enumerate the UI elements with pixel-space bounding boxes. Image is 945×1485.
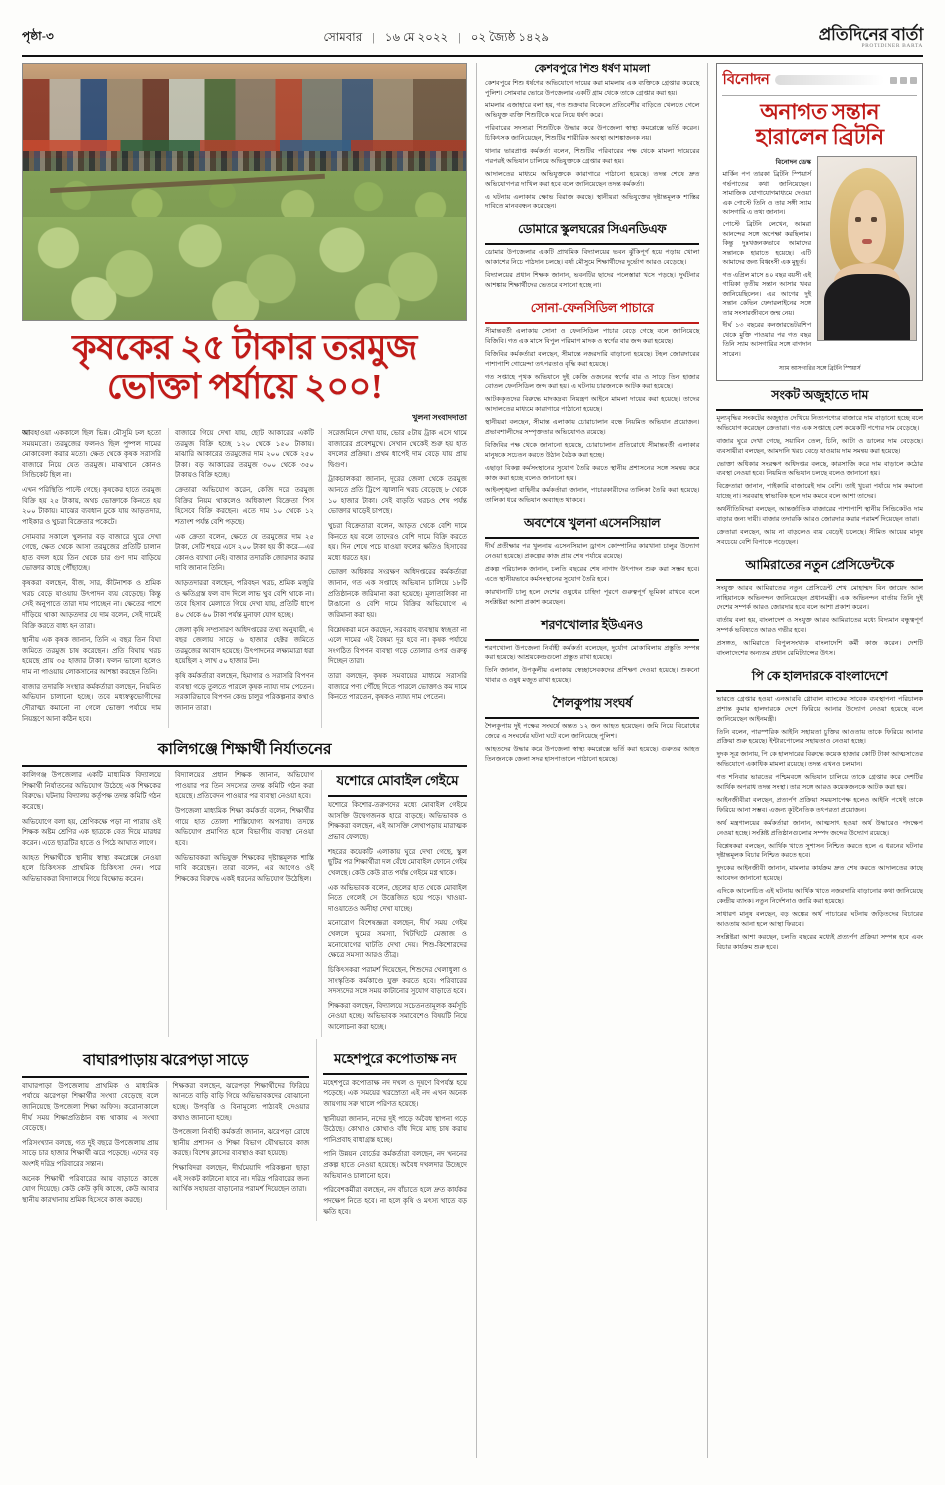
entertainment-kicker: বিনোদন ডেস্ক: [775, 159, 812, 167]
left-column: [22, 63, 476, 1458]
paragraph: কৃষকরা বলছেন, বীজ, সার, কীটনাশক ও শ্রমিক খরচ বেড়ে যাওয়ায় উৎপাদন ব্যয় বেড়েছে। কিন্তু সেই অনুপাতে তারা দাম পাচ্ছেন না। ক্ষেতের পাশে দাঁড়িয়ে থাকা আড়তদার যে দাম বলেন, সেই দামেই বিক্রি করতে বাধ্য হন তারা।: [22, 579, 161, 630]
paragraph: অর্থ মন্ত্রণালয়ের কর্মকর্তারা জানান, আত্মসাৎ হওয়া অর্থ উদ্ধারেও পদক্ষেপ নেওয়া হচ্ছে। সংশ্লিষ্ট প্রতিষ্ঠানগুলোর সম্পদ জব্দের উদ্যোগ রয়েছে।: [716, 819, 923, 837]
paragraph: বিজিবির কর্মকর্তারা বলছেন, সীমান্তে নজরদারি বাড়ানো হয়েছে। টহল জোরদারের পাশাপাশি গোয়েন্দা তৎপরতাও বৃদ্ধি করা হয়েছে।: [484, 350, 700, 368]
bagharpara-cols: [22, 1081, 309, 1210]
paragraph: এদিকে আলোচিত এই ঘটনায় আর্থিক খাতে নজরদারি বাড়ানোর কথা জানিয়েছে কেন্দ্রীয় ব্যাংক। নতুন নির্দেশনাও জারি করা হয়েছে।: [716, 888, 923, 905]
dots-decoration: [890, 77, 917, 84]
entertainment-brand-row: [722, 68, 917, 96]
paragraph: বিশ্লেষকরা বলছেন, আর্থিক খাতে সুশাসন নিশ্চিত করতে হলে এ ধরনের ঘটনার দৃষ্টান্তমূলক বিচার নিশ্চিত করতে হবে।: [716, 842, 923, 860]
paragraph: বার্তায় বলা হয়, বাংলাদেশ ও সংযুক্ত আরব আমিরাতের মধ্যে বিদ্যমান বন্ধুত্বপূর্ণ সম্পর্ক ভবিষ্যতে আরও গভীর হবে।: [716, 617, 923, 635]
paragraph: বাজার ঘুরে দেখা গেছে, সয়াবিন তেল, চিনি, আটা ও ডালের দাম বেড়েছে। ব্যবসায়ীরা বলছেন, আমদানি খরচ বেড়ে যাওয়ায় দাম সমন্বয় করা হয়েছে।: [716, 437, 923, 455]
paragraph: সরেজমিনে দেখা যায়, ভোর ৫টায় ট্রাক এসে থামে বাজারের প্রবেশমুখে। সেখান থেকেই শুরু হয় হাত বদলের প্রক্রিয়া। প্রথম ধাপেই দাম বেড়ে যায় প্রায় দ্বিগুণ।: [327, 428, 467, 469]
paragraph: অর্থনীতিবিদরা বলছেন, আন্তর্জাতিক বাজারের পাশাপাশি স্থানীয় সিন্ডিকেটও দাম বাড়ার জন্য দায়ী। বাজার তদারকি আরও জোরদার করার পরামর্শ দিয়েছেন তারা।: [716, 506, 923, 524]
section-heading-kaliganj: কালিগঞ্জে শিক্ষার্থী নির্যাতনের: [22, 737, 467, 767]
paragraph: তিনি বলেন, পারস্পরিক আইনি সহায়তা চুক্তির আওতায় তাকে ফিরিয়ে আনার প্রক্রিয়া শুরু হয়েছে। ইন্টারপোলের সহায়তাও নেওয়া হচ্ছে।: [716, 728, 923, 746]
paragraph: এক অভিভাবক বলেন, ছেলের হাত থেকে মোবাইল নিতে গেলেই সে উত্তেজিত হয়ে পড়ে। খাওয়া-দাওয়াতেও অনীহা দেখা যাচ্ছে।: [327, 883, 467, 913]
date-gregorian: ১৬ মে ২০২২: [384, 31, 449, 44]
paragraph: উপজেলা মাধ্যমিক শিক্ষা কর্মকর্তা বলেন, শিক্ষার্থীর গায়ে হাত তোলা শাস্তিযোগ্য অপরাধ। তদন্তে অভিযোগ প্রমাণিত হলে বিভাগীয় ব্যবস্থা নেওয়া হবে।: [174, 807, 314, 847]
paragraph: সংযুক্ত আরব আমিরাতের নতুন প্রেসিডেন্ট শেখ মোহাম্মদ বিন জায়েদ আল নাহিয়ানকে অভিনন্দন জানিয়েছেন প্রধানমন্ত্রী। এক অভিনন্দন বার্তায় তিনি দুই দেশের সম্পর্ক আরও জোরদার হবে বলে আশা প্রকাশ করেন।: [716, 584, 923, 612]
paragraph: অভিভাবকরা অভিযুক্ত শিক্ষকের দৃষ্টান্তমূলক শাস্তি দাবি করেছেন। তারা বলেন, এর আগেও ওই শিক্ষকের বিরুদ্ধে একই ধরনের অভিযোগ উঠেছিল।: [174, 853, 314, 883]
paragraph: মূল্যবৃদ্ধির সংকটের অজুহাত দেখিয়ে নিত্যপণ্যের বাজারে দাম বাড়ানো হচ্ছে বলে অভিযোগ করেছেন ক্রেতারা। গত এক সপ্তাহে বেশ কয়েকটি পণ্যের দাম বেড়েছে।: [716, 415, 923, 432]
paragraph: বিক্রেতারা জানান, পাইকারি বাজারেই দাম বেশি। তাই খুচরা পর্যায়ে দাম কমানো যাচ্ছে না। সরবরাহ স্বাভাবিক হলে দাম কমবে বলে আশা তাদের।: [716, 483, 923, 501]
entertainment-brand-label: বিনোদন: [722, 71, 770, 88]
section-col-1: [22, 770, 161, 1037]
paragraph: দীর্ঘ প্রতীক্ষার পর খুলনায় এসেনসিয়াল ড্রাগস কোম্পানির কারখানা চালুর উদ্যোগ নেওয়া হয়েছে। প্রকল্পের কাজ প্রায় শেষ পর্যায়ে রয়েছে।: [484, 543, 700, 561]
paragraph: সীমান্তবর্তী এলাকায় সোনা ও ফেনসিডিল পাচার বেড়ে গেছে বলে জানিয়েছে বিজিবি। গত এক মাসে বিপুল পরিমাণ মাদক ও স্বর্ণের বার জব্দ করা হয়েছে।: [484, 327, 700, 345]
paragraph: ডোমার উপজেলার একটি প্রাথমিক বিদ্যালয়ের ভবন ঝুঁকিপূর্ণ হয়ে পড়ায় খোলা আকাশের নিচে পাঠদান চলছে। বর্ষা মৌসুমে শিক্ষার্থীদের দুর্ভোগ আরও বেড়েছে।: [484, 249, 700, 267]
paragraph: ক্রেতারা অভিযোগ করেন, কেজি দরে তরমুজ বিক্রির নিয়ম থাকলেও অধিকাংশ বিক্রেতা পিস হিসেবে বিক্রি করছেন। এতে দাম ১০ থেকে ১২ শতাংশ পর্যন্ত বেশি পড়ছে।: [174, 486, 314, 526]
paragraph: আহত শিক্ষার্থীকে স্থানীয় স্বাস্থ্য কমপ্লেক্সে নেওয়া হলে চিকিৎসক প্রাথমিক চিকিৎসা দেন। পরে অভিভাবকরা বিদ্যালয়ে গিয়ে বিক্ষোভ করেন।: [22, 853, 161, 883]
paragraph: দীর্ঘ ১৩ বছরের কনজারভেটরশিপ থেকে মুক্তি পাওয়ার পর গত বছর তিনি স্যাম আসগারির সঙ্গে বাগদান সারেন।: [722, 322, 812, 358]
paragraph: মার্কিন পপ তারকা ব্রিটনি স্পিয়ার্স গর্ভপাতের কথা জানিয়েছেন। সামাজিক যোগাযোগমাধ্যমে দেওয়া এক পোস্টে তিনি ও তার সঙ্গী স্যাম আসগারি এ তথ্য জানান।: [722, 171, 812, 216]
paragraph: অনেক শিক্ষার্থী পরিবারের আয় বাড়াতে কাজে যোগ দিয়েছে। কেউ কেউ কৃষি কাজে, কেউ আবার স্থানীয় কারখানায় শ্রমিক হিসেবে কাজ করছে।: [22, 1174, 159, 1204]
paragraph: শিক্ষকরা বলছেন, বিদ্যালয়ে সচেতনতামূলক কর্মসূচি নেওয়া হচ্ছে। অভিভাবক সমাবেশেও বিষয়টি নিয়ে আলোচনা করা হচ্ছে।: [327, 1001, 467, 1031]
paragraph: শরণখোলা উপজেলা নির্বাহী কর্মকর্তা বলেছেন, দুর্যোগ মোকাবিলায় প্রস্তুতি সম্পন্ন করা হয়েছে। আশ্রয়কেন্দ্রগুলো প্রস্তুত রাখা হয়েছে।: [484, 644, 700, 662]
paragraph: যশোরে কিশোর-তরুণদের মধ্যে মোবাইল গেইমে আসক্তি উদ্বেগজনক হারে বাড়ছে। অভিভাবক ও শিক্ষকরা বলছেন, এই আসক্তি লেখাপড়ায় মারাত্মক প্রভাব ফেলছে।: [327, 801, 467, 841]
lead-headline-line2: ভোক্তা পর্যায়ে ২০০!: [106, 366, 383, 406]
paragraph: বাজারে গিয়ে দেখা যায়, ছোট আকারের একটি তরমুজ বিক্রি হচ্ছে ১২০ থেকে ১৫০ টাকায়। মাঝারি আকারের তরমুজের দাম ২০০ থেকে ২৫০ টাকা। বড় আকারের তরমুজ ৩০০ থেকে ৩৫০ টাকায়ও বিক্রি হচ্ছে।: [174, 428, 314, 480]
lead-body-col-3: [321, 428, 467, 728]
paragraph: গত সপ্তাহে পৃথক অভিযানে দুই কেজি ওজনের স্বর্ণের বার ও সাড়ে তিন হাজার বোতল ফেনসিডিল জব্দ করা হয়। এ ঘটনায় চারজনকে আটক করা হয়েছে।: [484, 373, 700, 391]
paragraph: এছাড়া বিকল্প কর্মসংস্থানের সুযোগ তৈরি করতে স্থানীয় প্রশাসনের সঙ্গে সমন্বয় করে কাজ করা হচ্ছে বলেও জানানো হয়।: [484, 464, 700, 482]
paragraph: দুদকের আইনজীবী জানান, মামলার কার্যক্রম দ্রুত শেষ করতে আদালতের কাছে আবেদন জানানো হয়েছে।: [716, 865, 923, 883]
paragraph: স্থানীয় এক কৃষক জানান, তিনি এ বছর তিন বিঘা জমিতে তরমুজ চাষ করেছেন। প্রতি বিঘায় খরচ হয়েছে প্রায় ৩৫ হাজার টাকা। ফলন ভালো হলেও দাম না পাওয়ায় লোকসানের আশঙ্কা করছেন তিনি।: [22, 636, 161, 676]
paragraph: মহেশপুরে কপোতাক্ষ নদ দখল ও দূষণে বিপর্যস্ত হয়ে পড়েছে। এক সময়ের খরস্রোতা এই নদ এখন অনেক জায়গায় সরু খালে পরিণত হয়েছে।: [323, 1078, 467, 1108]
section-col-1: [22, 1081, 159, 1210]
paragraph: সংশ্লিষ্টরা আশা করছেন, চলতি বছরের মধ্যেই প্রত্যর্পণ প্রক্রিয়া সম্পন্ন হবে এবং বিচার কার্যক্রম শুরু হবে।: [716, 933, 923, 951]
paragraph: কারখানাটি চালু হলে দেশের ওষুধের চাহিদা পূরণে গুরুত্বপূর্ণ ভূমিকা রাখবে বলে সংশ্লিষ্টরা আশা প্রকাশ করেছেন।: [484, 588, 700, 606]
masthead: [22, 26, 923, 57]
section-heading-pk-halder: পি কে হালদারকে বাংলাদেশে: [716, 668, 923, 692]
paragraph: স্থানীয়রা বলছেন, সীমান্ত এলাকায় চোরাচালান বন্ধে নিয়মিত অভিযান প্রয়োজন। প্রভাবশালীদের সম্পৃক্ততার অভিযোগও রয়েছে।: [484, 419, 700, 436]
paragraph: আড়তদাররা বলছেন, পরিবহন খরচ, শ্রমিক মজুরি ও ক্ষতিগ্রস্ত ফল বাদ দিলে লাভ খুব বেশি থাকে না। তবে হিসাব মেলাতে গিয়ে দেখা যায়, প্রতিটি ধাপে ৪০ থেকে ৬০ টাকা পর্যন্ত মুনাফা যোগ হচ্ছে।: [174, 579, 314, 619]
paragraph: শহরের কয়েকটি এলাকায় ঘুরে দেখা গেছে, স্কুল ছুটির পর শিক্ষার্থীরা দল বেঁধে মোবাইল ফোনে গেইম খেলছে। কেউ কেউ রাত পর্যন্ত গেইমে মগ্ন থাকে।: [327, 847, 467, 877]
paragraph: মনোরোগ বিশেষজ্ঞরা বলছেন, দীর্ঘ সময় গেইম খেললে ঘুমের সমস্যা, খিটখিটে মেজাজ ও মনোযোগের ঘাটতি দেখা দেয়। শিশু-কিশোরদের ক্ষেত্রে সমস্যা আরও তীব্র।: [327, 919, 467, 960]
paragraph: গত এপ্রিল মাসে ৪০ বছর বয়সী এই গায়িকা তৃতীয় সন্তান আসার খবর জানিয়েছিলেন। এর আগের দুই সন্তান কেভিন ফেদারলাইনের সঙ্গে তার সংসারজীবনে জন্ম নেয়।: [722, 271, 812, 317]
paragraph: ট্রাকচালকরা জানান, দূরের জেলা থেকে তরমুজ আনতে প্রতি ট্রিপে জ্বালানি খরচ বেড়েছে ৮ থেকে ১০ হাজার টাকা। সেই বাড়তি খরচও শেষ পর্যন্ত ভোক্তার ঘাড়েই চাপছে।: [327, 475, 467, 516]
lead-body-col-2: [168, 428, 314, 728]
paragraph: খুচরা বিক্রেতারা বলেন, আড়ত থেকে বেশি দামে কিনতে হয় বলে তাদেরও বেশি দামে বিক্রি করতে হয়। দিন শেষে পচে যাওয়া ফলের ক্ষতিও হিসাবের মধ্যে ধরতে হয়।: [327, 521, 467, 562]
entertainment-headline-line2: হারালেন ব্রিটনি: [755, 125, 884, 150]
mahespur-block: [316, 1039, 467, 1222]
paragraph: ভোক্তা অধিকার সংরক্ষণ অধিদপ্তরের কর্মকর্তারা জানান, গত এক সপ্তাহে অভিযান চালিয়ে ১৮টি প্রতিষ্ঠানকে জরিমানা করা হয়েছে। মূল্যতালিকা না টাঙানো ও বেশি দামে বিক্রির অভিযোগে এ জরিমানা করা হয়।: [327, 568, 467, 619]
section-body-kaliganj: [22, 770, 467, 1037]
entertainment-box: [716, 63, 923, 382]
entertainment-headline: [722, 100, 917, 152]
lead-body: [22, 428, 467, 728]
paragraph: পরিবারের সদস্যরা শিশুটিকে উদ্ধার করে উপজেলা স্বাস্থ্য কমপ্লেক্সে ভর্তি করেন। চিকিৎসক জানিয়েছেন, শিশুটির শারীরিক অবস্থা আশঙ্কাজনক নয়।: [484, 125, 700, 143]
lead-headline-line1: কৃষকের ২৫ টাকার তরমুজ: [72, 327, 417, 367]
logo-title: প্রতিদিনের বার্তা: [818, 25, 923, 44]
paragraph: তারা বলছেন, কৃষক সমবায়ের মাধ্যমে সরাসরি বাজারে পণ্য পৌঁছে দিতে পারলে ভোক্তাও কম দামে কিনতে পারতেন, কৃষকও ন্যায্য দাম পেতেন।: [327, 672, 467, 702]
date-bengali: ০২ জ্যৈষ্ঠ ১৪২৯: [470, 31, 550, 44]
paragraph: কেশবপুরে শিশু ধর্ষণের অভিযোগে দায়ের করা মামলায় এক ব্যক্তিকে গ্রেপ্তার করেছে পুলিশ। সোমবার ভোরে উপজেলার একটি গ্রাম থেকে তাকে গ্রেপ্তার করা হয়।: [484, 79, 700, 97]
paragraph: বাঘারপাড়া উপজেলায় প্রাথমিক ও মাধ্যমিক পর্যায়ে ঝরেপড়া শিক্ষার্থীর সংখ্যা বেড়েছে বলে জানিয়েছে উপজেলা শিক্ষা অফিস। করোনাকালে দীর্ঘ সময় শিক্ষাপ্রতিষ্ঠান বন্ধ থাকায় এ সংখ্যা বেড়েছে।: [22, 1081, 159, 1133]
paragraph: আহতদের উদ্ধার করে উপজেলা স্বাস্থ্য কমপ্লেক্সে ভর্তি করা হয়েছে। গুরুতর আহত তিনজনকে জেলা সদর হাসপাতালে পাঠানো হয়েছে।: [484, 745, 700, 763]
paragraph: পরিসংখ্যান বলছে, গত দুই বছরে উপজেলায় প্রায় সাড়ে চার হাজার শিক্ষার্থী ঝরে পড়েছে। এদের বড় অংশই দরিদ্র পরিবারের সন্তান।: [22, 1138, 159, 1168]
paragraph: বাজার তদারকি সংস্থার কর্মকর্তারা বলছেন, নিয়মিত অভিযান চালানো হচ্ছে। তবে মধ্যস্বত্বভোগীদের দৌরাত্ম্য কমানো না গেলে ভোক্তা পর্যায়ে দাম নিয়ন্ত্রণে আনা কঠিন হবে।: [22, 682, 161, 723]
lower-left-sections: [22, 1039, 467, 1222]
paragraph: এক ক্রেতা বলেন, ক্ষেতে যে তরমুজের দাম ২৫ টাকা, সেটি শহরে এসে ২০০ টাকা হয় কী করে—এর কোনও ব্যাখ্যা নেই। বাজার তদারকি জোরদার করার দাবি জানান তিনি।: [174, 532, 314, 573]
section-heading-essential-drugs: অবশেষে খুলনা এসেনসিয়াল: [485, 515, 700, 539]
paragraph: স্থানীয়রা জানান, নদের দুই পাড়ে অবৈধ স্থাপনা গড়ে উঠেছে। কোথাও কোথাও বাঁধ দিয়ে মাছ চাষ করায় পানিপ্রবাহ বাধাগ্রস্ত হচ্ছে।: [323, 1114, 467, 1144]
swoosh-decoration: [775, 75, 884, 85]
paragraph: পরিবেশকর্মীরা বলছেন, নদ বাঁচাতে হলে দ্রুত কার্যকর পদক্ষেপ নিতে হবে। না হলে কৃষি ও মৎস্য খাতে বড় ক্ষতি হবে।: [323, 1186, 467, 1216]
paragraph: গত শনিবার ভারতের পশ্চিমবঙ্গে অভিযান চালিয়ে তাকে গ্রেপ্তার করে দেশটির আর্থিক অপরাধ তদন্ত সংস্থা। তার সঙ্গে আরও কয়েকজনকে আটক করা হয়।: [716, 774, 923, 792]
section-col-3: [321, 770, 467, 1037]
date-day: সোমবার: [323, 31, 363, 44]
page-number-label: পৃষ্ঠা-৩: [22, 28, 55, 43]
middle-column: [476, 63, 708, 1458]
paragraph: পানি উন্নয়ন বোর্ডের কর্মকর্তারা বলছেন, নদ খননের প্রকল্প হাতে নেওয়া হয়েছে। অবৈধ দখলদার উচ্ছেদে অভিযানও চালানো হবে।: [323, 1150, 467, 1180]
section-heading-sharankhola: শরণখোলার ইউএনও: [485, 617, 700, 641]
bagharpara-block: [22, 1039, 309, 1222]
paragraph: আইনজীবীরা বলছেন, প্রত্যর্পণ প্রক্রিয়া সময়সাপেক্ষ হলেও আইনি পথেই তাকে ফিরিয়ে আনা সম্ভব। এজন্য কূটনৈতিক তৎপরতা প্রয়োজন।: [716, 796, 923, 814]
section-heading-gold-smuggling: সোনা-ফেনসিডিল পাচারে: [485, 300, 700, 324]
section-heading-shailkupa: শৈলকুপায় সংঘর্ষ: [485, 695, 700, 719]
paragraph: মামলার এজাহারে বলা হয়, গত শুক্রবার বিকেলে প্রতিবেশীর বাড়িতে খেলতে গেলে অভিযুক্ত ব্যক্তি শিশুটিকে ঘরে নিয়ে ধর্ষণ করে।: [484, 102, 700, 120]
section-heading-keshabpur: কেশবপুরে শিশু ধর্ষণ মামলা: [534, 62, 651, 75]
paragraph: এ ঘটনায় এলাকায় ক্ষোভ বিরাজ করছে। স্থানীয়রা অভিযুক্তের দৃষ্টান্তমূলক শাস্তির দাবিতে মানববন্ধন করেছেন।: [484, 193, 700, 211]
paragraph: পোস্টে ব্রিটনি লেখেন, আমরা আনন্দের সঙ্গে অপেক্ষা করছিলাম। কিন্তু দুঃখজনকভাবে আমাদের সন্তানকে হারাতে হয়েছে। এটি আমাদের জন্য বিধ্বংসী এক মুহূর্ত।: [722, 221, 812, 267]
paragraph: দুদক সূত্র জানায়, পি কে হালদারের বিরুদ্ধে কয়েক হাজার কোটি টাকা আত্মসাতের অভিযোগে একাধিক মামলা রয়েছে। তদন্ত এখনও চলমান।: [716, 751, 923, 769]
section-heading-mobile-game: যশোরে মোবাইল গেইমে: [328, 770, 467, 797]
section-heading-mahespur: মহেশপুরে কপোতাক্ষ নদ: [323, 1048, 467, 1075]
paragraph: আবহাওয়া এককালে ছিল ভিন্ন। মৌসুমি ঢল হতো সময়মতো। তরমুজের ফলনও ছিল পুষ্পল দামের মোকাবেলা করার মতো। ক্ষেত থেকে কৃষক সরাসরি বাজারে নিয়ে যেত তরমুজ। মাঝখানে কোনও সিন্ডিকেট ছিল না।: [22, 428, 161, 480]
paragraph: তিনি জানান, উপকূলীয় এলাকায় স্বেচ্ছাসেবকদের প্রশিক্ষণ দেওয়া হয়েছে। শুকনো খাবার ও ওষুধ মজুত রাখা হয়েছে।: [484, 667, 700, 685]
paragraph: সাধারণ মানুষ বলছেন, বড় অঙ্কের অর্থ পাচারের ঘটনায় জড়িতদের বিচারের আওতায় আনা হলে আস্থা ফিরবে।: [716, 910, 923, 928]
lead-byline: খুলনা সংবাদদাতা: [412, 412, 467, 422]
paragraph: বিদ্যালয়ের প্রধান শিক্ষক জানান, অভিযোগ পাওয়ার পর তিন সদস্যের তদন্ত কমিটি গঠন করা হয়েছে। প্রতিবেদন পাওয়ার পর ব্যবস্থা নেওয়া হবে।: [174, 771, 314, 801]
paragraph: অভিযোগে বলা হয়, শ্রেণিকক্ষে পড়া না পারায় ওই শিক্ষক অষ্টম শ্রেণির এক ছাত্রকে বেত দিয়ে মারধর করেন। এতে ছাত্রটির হাতে ও পিঠে আঘাত লাগে।: [22, 817, 161, 847]
paragraph: প্রসঙ্গত, আমিরাতে বিপুলসংখ্যক বাংলাদেশি কর্মী কাজ করেন। দেশটি বাংলাদেশের অন্যতম প্রধান রেমিট্যান্সের উৎস।: [716, 640, 923, 658]
section-col-2: [168, 770, 314, 1037]
paragraph: ভারতে গ্রেপ্তার হওয়া এনআরবি গ্লোবাল ব্যাংকের সাবেক ব্যবস্থাপনা পরিচালক প্রশান্ত কুমার হালদারকে দেশে ফিরিয়ে আনার উদ্যোগ নেওয়া হয়েছে বলে জানিয়েছেন আইনমন্ত্রী।: [716, 695, 923, 723]
logo-subtitle: PROTIDINER BARTA: [861, 43, 923, 49]
section-heading-price-hike: সংকট অজুহাতে দাম: [716, 387, 923, 411]
paragraph: সোমবার সকালে খুলনার বড় বাজারে ঘুরে দেখা গেছে, ক্ষেত থেকে আসা তরমুজের প্রতিটি চালান হাত বদল হয়ে তিন থেকে চার গুণ দাম বাড়িয়ে ভোক্তার কাছে পৌঁছাচ্ছে।: [22, 532, 161, 573]
paragraph: ক্রেতারা বলছেন, আয় না বাড়লেও ব্যয় বেড়েই চলেছে। সীমিত আয়ের মানুষ সবচেয়ে বেশি বিপাকে পড়েছেন।: [716, 528, 923, 546]
paragraph: জেলা কৃষি সম্প্রসারণ অধিদপ্তরের তথ্য অনুযায়ী, এ বছর জেলায় সাড়ে ৬ হাজার হেক্টর জমিতে তরমুজের আবাদ হয়েছে। উৎপাদনের লক্ষ্যমাত্রা ধরা হয়েছিল ২ লাখ ৫০ হাজার টন।: [174, 625, 314, 666]
paragraph: এখন পরিস্থিতি পাল্টে গেছে। কৃষকের হাতে তরমুজ বিক্রি হয় ২৫ টাকায়, অথচ ভোক্তাকে কিনতে হয় ২০০ টাকায়। মাঝের ব্যবধান ঢুকে যায় আড়তদার, পাইকার ও খুচরা বিক্রেতার পকেটে।: [22, 486, 161, 526]
paragraph: কৃষি কর্মকর্তারা বলছেন, হিমাগার ও সরাসরি বিপণন ব্যবস্থা গড়ে তুলতে পারলে কৃষক ন্যায্য দাম পেতেন। সরকারিভাবে বিপণন কেন্দ্র চালুর পরিকল্পনার কথাও জানান তারা।: [174, 672, 314, 712]
paragraph: আইনশৃঙ্খলা বাহিনীর কর্মকর্তারা জানান, পাচারকারীদের তালিকা তৈরি করা হয়েছে। তালিকা ধরে অভিযান অব্যাহত থাকবে।: [484, 487, 700, 505]
paragraph: বিশ্লেষকরা মনে করছেন, সরবরাহ ব্যবস্থায় স্বচ্ছতা না এলে দামের এই বৈষম্য দূর হবে না। কৃষক পর্যায়ে সংগঠিত বিপণন ব্যবস্থা গড়ে তোলার ওপর গুরুত্ব দিচ্ছেন তারা।: [327, 625, 467, 666]
entertainment-headline-line1: অনাগত সন্তান: [760, 99, 880, 124]
section-heading-bagharpara: বাঘারপাড়ায় ঝরেপড়া সাড়ে: [22, 1048, 309, 1078]
paragraph: প্রকল্প পরিচালক জানান, চলতি বছরের শেষ নাগাদ উৎপাদন শুরু করা সম্ভব হবে। এতে স্থানীয়ভাবে কর্মসংস্থানের সুযোগ তৈরি হবে।: [484, 565, 700, 583]
section-col-2: [166, 1081, 310, 1210]
lead-headline: [22, 328, 467, 406]
entertainment-body: [722, 156, 917, 362]
paragraph: ভোক্তা অধিকার সংরক্ষণ অধিদপ্তর বলছে, কারসাজি করে দাম বাড়ালে কঠোর ব্যবস্থা নেওয়া হবে। নিয়মিত অভিযান চলছে বলেও জানানো হয়।: [716, 460, 923, 478]
section-heading-uae-president: আমিরাতের নতুন প্রেসিডেন্টকে: [716, 557, 923, 581]
paragraph: শিক্ষকরা বলছেন, ঝরেপড়া শিক্ষার্থীদের ফিরিয়ে আনতে বাড়ি বাড়ি গিয়ে অভিভাবকদের বোঝানো হচ্ছে। উপবৃত্তি ও বিনামূল্যে পাঠ্যবই দেওয়ার কথাও জানানো হচ্ছে।: [172, 1081, 310, 1122]
right-column: [707, 63, 923, 1458]
paragraph: উপজেলা নির্বাহী কর্মকর্তা জানান, ঝরেপড়া রোধে স্থানীয় প্রশাসন ও শিক্ষা বিভাগ যৌথভাবে কাজ করছে। বিশেষ ক্লাসের ব্যবস্থাও করা হয়েছে।: [172, 1128, 310, 1158]
publication-date: সোমবার | ১৬ মে ২০২২ | ০২ জ্যৈষ্ঠ ১৪২৯: [54, 29, 819, 50]
section-heading-domar: ডোমারে স্কুলঘরের সিএনডিএফ: [485, 221, 700, 245]
paragraph: শৈলকুপায় দুই পক্ষের সংঘর্ষে অন্তত ১২ জন আহত হয়েছেন। জমি নিয়ে বিরোধের জেরে এ সংঘর্ষের ঘটনা ঘটে বলে জানিয়েছে পুলিশ।: [484, 723, 700, 740]
paragraph: শিক্ষাবিদরা বলছেন, দীর্ঘমেয়াদি পরিকল্পনা ছাড়া এই সংকট কাটানো যাবে না। দরিদ্র পরিবারের জন্য আর্থিক সহায়তা বাড়ানোর পরামর্শ দিয়েছেন তারা।: [172, 1164, 310, 1194]
paragraph: কালিগঞ্জ উপজেলার একটি মাধ্যমিক বিদ্যালয়ে শিক্ষার্থী নির্যাতনের অভিযোগ উঠেছে এক শিক্ষকের বিরুদ্ধে। ঘটনায় বিদ্যালয় কর্তৃপক্ষ তদন্ত কমিটি গঠন করেছে।: [22, 771, 161, 811]
britney-photo: [817, 156, 917, 341]
publication-logo: [819, 26, 923, 50]
paragraph: বিজিবির পক্ষ থেকে জানানো হয়েছে, চোরাচালান প্রতিরোধে সীমান্তবর্তী এলাকার মানুষকে সচেতন করতে উঠান বৈঠক করা হচ্ছে।: [484, 441, 700, 459]
paragraph: থানার ভারপ্রাপ্ত কর্মকর্তা বলেন, শিশুটির পরিবারের পক্ষ থেকে মামলা দায়েরের পরপরই অভিযান চালিয়ে অভিযুক্তকে গ্রেপ্তার করা হয়।: [484, 148, 700, 165]
entertainment-photo-caption: স্যাম আসগারির সঙ্গে ব্রিটনি স্পিয়ার্স: [778, 366, 861, 372]
entertainment-text: [722, 156, 811, 362]
lead-photo: [22, 63, 467, 321]
paragraph: আটককৃতদের বিরুদ্ধে মাদকদ্রব্য নিয়ন্ত্রণ আইনে মামলা দায়ের করা হয়েছে। তাদের আদালতের মাধ্যমে কারাগারে পাঠানো হয়েছে।: [484, 396, 700, 414]
lead-body-col-1: [22, 428, 161, 728]
paragraph: আদালতের মাধ্যমে অভিযুক্তকে কারাগারে পাঠানো হয়েছে। তদন্ত শেষে দ্রুত অভিযোগপত্র দাখিল করা হবে বলে জানিয়েছেন তদন্ত কর্মকর্তা।: [484, 170, 700, 188]
paragraph: চিকিৎসকরা পরামর্শ দিয়েছেন, শিশুদের খেলাধুলা ও সাংস্কৃতিক কর্মকাণ্ডে যুক্ত করতে হবে। পরিবারের সদস্যদের সঙ্গে সময় কাটানোর সুযোগ বাড়াতে হবে।: [327, 965, 467, 996]
page-grid: [22, 63, 923, 1458]
paragraph: বিদ্যালয়ের প্রধান শিক্ষক জানান, ভবনটির ছাদের পলেস্তারা খসে পড়ছে। দুর্ঘটনার আশঙ্কায় শিক্ষার্থীদের ভেতরে বসানো হচ্ছে না।: [484, 272, 700, 290]
